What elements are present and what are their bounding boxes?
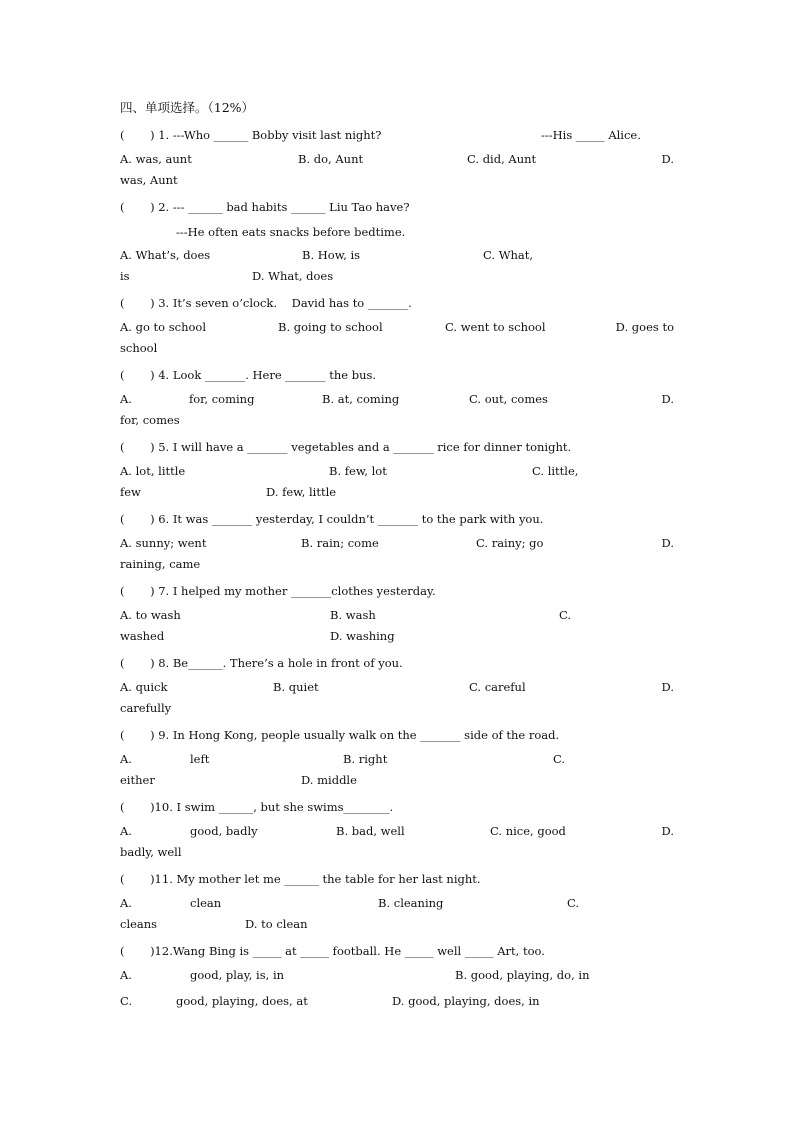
options-wrap	[120, 842, 674, 862]
option-a-text: for, coming	[189, 392, 255, 406]
option-d: D. What, does	[252, 269, 334, 283]
question-stem: ( ) 4. Look _______. Here _______ the bus.	[120, 368, 377, 382]
options-row	[120, 460, 674, 482]
option-d: D. few, little	[266, 485, 337, 499]
option-c: C. went to school	[445, 320, 546, 334]
question-stem: ( )11. My mother let me ______ the table for her last night.	[120, 872, 481, 886]
option-a: A.	[120, 392, 132, 406]
option-c: C. What,	[483, 248, 534, 262]
option-b: B. do, Aunt	[298, 152, 364, 166]
options-row	[120, 964, 674, 986]
option-d: D.	[661, 392, 674, 406]
option-c-text: is	[120, 269, 130, 283]
option-a: A. sunny; went	[120, 536, 207, 550]
question-stem: ( )10. I swim ______, but she swims________.	[120, 800, 394, 814]
option-b: B. quiet	[273, 680, 319, 694]
option-b: B. cleaning	[378, 896, 444, 910]
question-stem: ( ) 5. I will have a _______ vegetables and a _______ rice for dinner tonight.	[120, 440, 572, 454]
options-wrap	[120, 170, 674, 190]
question-10	[120, 794, 674, 820]
options-wrap	[120, 410, 674, 430]
option-d: D. washing	[330, 629, 395, 643]
question-7	[120, 578, 674, 604]
options-row	[120, 892, 674, 914]
question-stem: ( ) 2. --- ______ bad habits ______ Liu Tao have?	[120, 200, 410, 214]
option-c: C. little,	[532, 464, 579, 478]
question-stem: ( ) 9. In Hong Kong, people usually walk on the _______ side of the road.	[120, 728, 560, 742]
options-wrap	[120, 554, 674, 574]
options-wrap	[120, 482, 674, 502]
option-c: C. nice, good	[490, 824, 566, 838]
option-c-text: cleans	[120, 917, 158, 931]
question-12	[120, 938, 674, 964]
options-wrap	[120, 698, 674, 718]
option-d: D.	[661, 152, 674, 166]
question-stem: ( ) 3. It’s seven o’clock. David has to _______.	[120, 296, 412, 310]
option-d: D.	[661, 824, 674, 838]
options-row	[120, 990, 674, 1012]
option-d: D.	[661, 536, 674, 550]
option-a-text: good, badly	[190, 824, 258, 838]
option-a: A.	[120, 968, 132, 982]
option-d: D. goes to	[615, 320, 674, 334]
option-b: B. at, coming	[322, 392, 400, 406]
question-stem-answer: ---He often eats snacks before bedtime.	[176, 225, 406, 239]
question-8	[120, 650, 674, 676]
question-stem: ( ) 8. Be______. There’s a hole in front of you.	[120, 656, 403, 670]
option-d: D. to clean	[245, 917, 308, 931]
option-a: A. What’s, does	[120, 248, 211, 262]
options-wrap	[120, 914, 674, 934]
option-a-text: clean	[190, 896, 222, 910]
option-a: A.	[120, 824, 132, 838]
option-a: A. was, aunt	[120, 152, 192, 166]
question-2-line-2	[120, 220, 674, 244]
option-c-text: few	[120, 485, 141, 499]
options-row	[120, 676, 674, 698]
option-b: B. bad, well	[336, 824, 405, 838]
option-b: B. few, lot	[329, 464, 387, 478]
option-c: C. rainy; go	[476, 536, 544, 550]
question-5	[120, 434, 674, 460]
question-3	[120, 290, 674, 316]
options-row	[120, 748, 674, 770]
question-stem: ( ) 7. I helped my mother _______clothes yesterday.	[120, 584, 436, 598]
option-c-text: good, playing, does, at	[176, 994, 308, 1008]
option-b: B. right	[343, 752, 388, 766]
option-b: B. How, is	[302, 248, 361, 262]
option-c: C.	[567, 896, 580, 910]
option-c-text: either	[120, 773, 155, 787]
option-d-text: for, comes	[120, 413, 180, 427]
question-stem-answer: ---His _____ Alice.	[541, 128, 641, 142]
option-d: D. middle	[301, 773, 357, 787]
option-c: C. careful	[469, 680, 526, 694]
option-a: A.	[120, 896, 132, 910]
exercise-page	[120, 96, 674, 1012]
options-row	[120, 820, 674, 842]
option-b: B. wash	[330, 608, 376, 622]
option-c: C. out, comes	[469, 392, 548, 406]
section-title: 四、单项选择。（12%）	[120, 100, 255, 115]
question-stem: ( ) 1. ---Who ______ Bobby visit last night?	[120, 128, 382, 142]
question-6	[120, 506, 674, 532]
option-c-text: washed	[120, 629, 165, 643]
option-b: B. rain; come	[301, 536, 379, 550]
question-11	[120, 866, 674, 892]
options-wrap	[120, 770, 674, 790]
question-stem: ( ) 6. It was _______ yesterday, I couldn’t _______ to the park with you.	[120, 512, 544, 526]
option-d-text: carefully	[120, 701, 172, 715]
options-row	[120, 316, 674, 338]
option-b: B. going to school	[278, 320, 383, 334]
question-stem: ( )12.Wang Bing is _____ at _____ football. He _____ well _____ Art, too.	[120, 944, 545, 958]
options-wrap	[120, 338, 674, 358]
option-d-text: raining, came	[120, 557, 201, 571]
option-a: A.	[120, 752, 132, 766]
options-row	[120, 148, 674, 170]
question-4	[120, 362, 674, 388]
option-a-text: good, play, is, in	[190, 968, 285, 982]
options-wrap	[120, 626, 674, 646]
option-d-text: school	[120, 341, 158, 355]
option-c: C.	[120, 994, 133, 1008]
option-a: A. lot, little	[120, 464, 186, 478]
option-a: A. quick	[120, 680, 168, 694]
options-row	[120, 604, 674, 626]
option-c: C. did, Aunt	[467, 152, 537, 166]
options-wrap	[120, 266, 674, 286]
option-d: D.	[661, 680, 674, 694]
question-2	[120, 194, 674, 220]
option-d-text: badly, well	[120, 845, 182, 859]
options-row	[120, 532, 674, 554]
option-b: B. good, playing, do, in	[455, 968, 590, 982]
option-a: A. to wash	[120, 608, 181, 622]
option-d-text: was, Aunt	[120, 173, 178, 187]
options-row	[120, 388, 674, 410]
option-a: A. go to school	[120, 320, 207, 334]
question-9	[120, 722, 674, 748]
option-d: D. good, playing, does, in	[392, 994, 540, 1008]
question-1	[120, 122, 674, 148]
option-a-text: left	[190, 752, 210, 766]
option-c: C.	[559, 608, 572, 622]
option-c: C.	[553, 752, 566, 766]
options-row	[120, 244, 674, 266]
